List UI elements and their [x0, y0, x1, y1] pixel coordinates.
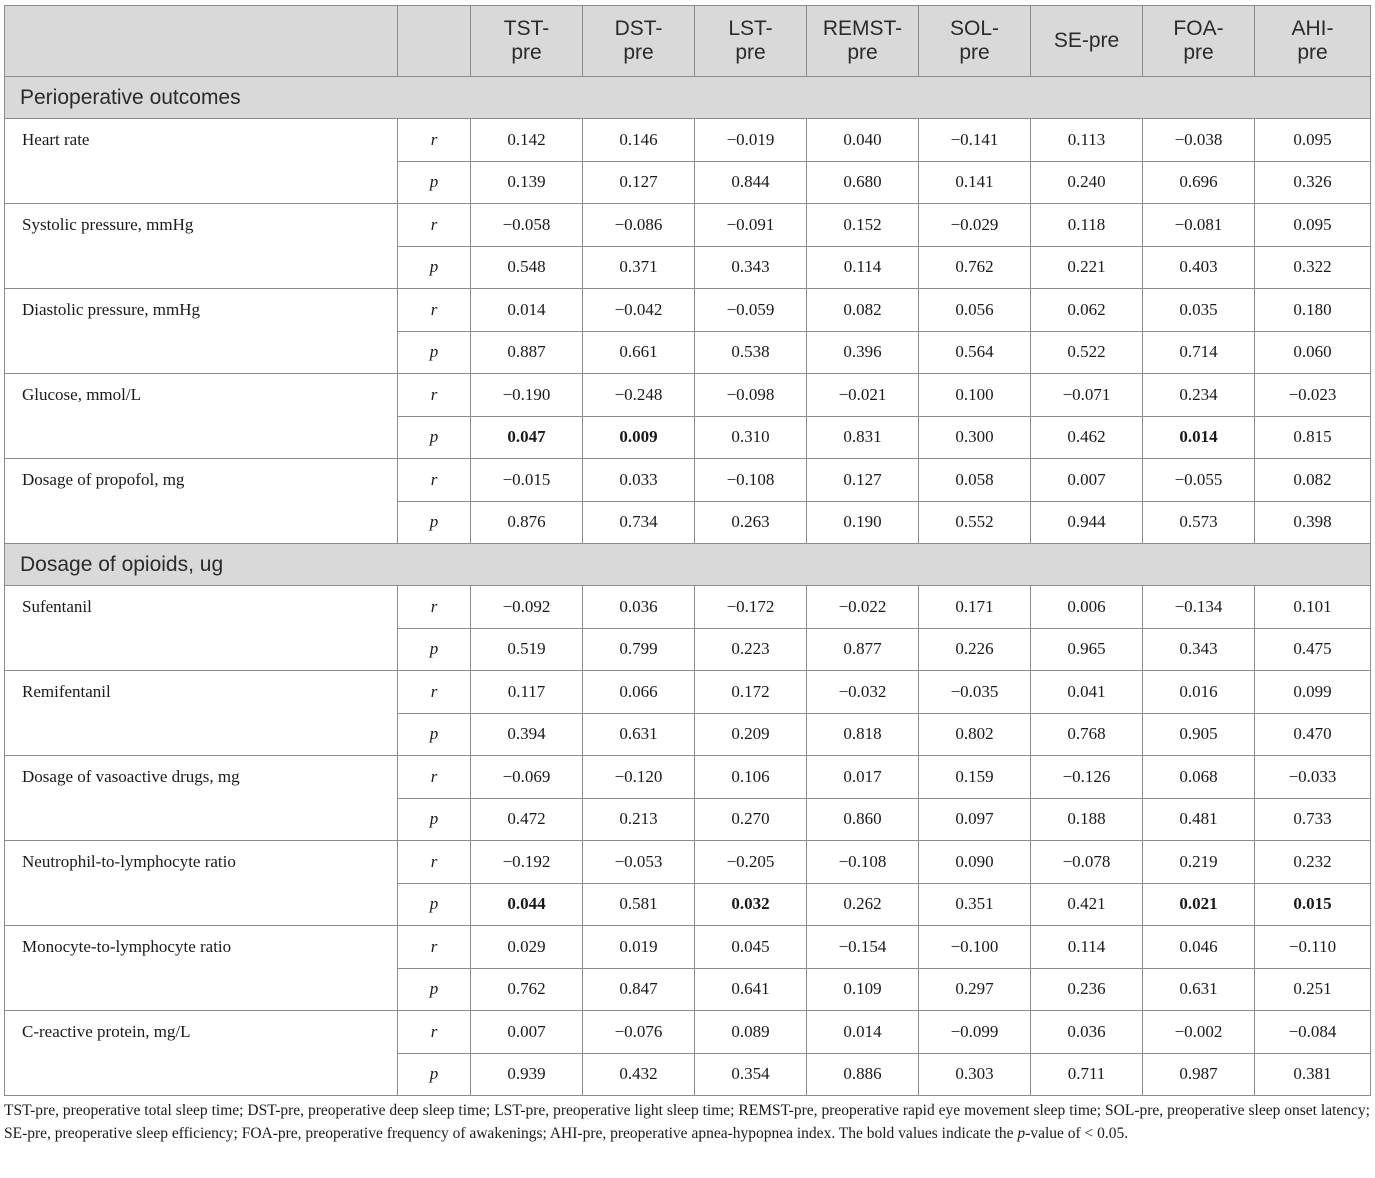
table-row: [5, 1011, 1371, 1054]
p-value-cell: 0.262: [807, 883, 919, 926]
r-value-cell: −0.084: [1255, 1011, 1371, 1054]
r-value-cell: −0.076: [583, 1011, 695, 1054]
p-value-cell: 0.263: [695, 501, 807, 544]
p-value-cell: 0.322: [1255, 246, 1371, 289]
row-label: Glucose, mmol/L: [5, 374, 398, 459]
r-value-cell: −0.022: [807, 586, 919, 629]
r-value-cell: 0.036: [1031, 1011, 1143, 1054]
p-value-cell: 0.548: [471, 246, 583, 289]
stat-label: p: [398, 798, 471, 841]
r-value-cell: 0.099: [1255, 671, 1371, 714]
r-value-cell: −0.055: [1143, 459, 1255, 502]
stat-label: p: [398, 416, 471, 459]
r-value-cell: 0.007: [1031, 459, 1143, 502]
table-footnote: [4, 1100, 1370, 1145]
r-value-cell: 0.006: [1031, 586, 1143, 629]
row-label: Neutrophil-to-lymphocyte ratio: [5, 841, 398, 926]
footnote-text: TST-pre, preoperative total sleep time; DST-pre, preoperative deep sleep time; LST-pre, preoperative light sleep time; REMST-pre, preoperative rapid eye movement sleep time; SOL-pre, preoperative sleep onset latency; SE-pre, preoperative sleep efficiency; FOA-pre, preoperative frequency of awakenings; AHI-pre, preoperative apnea-hypopnea index. The bold values indicate the: [4, 1102, 1370, 1142]
p-value-cell: 0.734: [583, 501, 695, 544]
p-value-cell: 0.032: [695, 883, 807, 926]
table-row: [5, 586, 1371, 629]
table-row: [5, 926, 1371, 969]
p-value-cell: 0.641: [695, 968, 807, 1011]
p-value-cell: 0.097: [919, 798, 1031, 841]
r-value-cell: −0.032: [807, 671, 919, 714]
p-value-cell: 0.236: [1031, 968, 1143, 1011]
r-value-cell: 0.033: [583, 459, 695, 502]
column-header: SOL- pre: [919, 6, 1031, 77]
p-value-cell: 0.831: [807, 416, 919, 459]
p-value-cell: 0.009: [583, 416, 695, 459]
stat-label: r: [398, 119, 471, 162]
r-value-cell: 0.101: [1255, 586, 1371, 629]
r-value-cell: −0.058: [471, 204, 583, 247]
row-label: Dosage of propofol, mg: [5, 459, 398, 544]
row-label: Systolic pressure, mmHg: [5, 204, 398, 289]
p-value-cell: 0.860: [807, 798, 919, 841]
p-value-cell: 0.987: [1143, 1053, 1255, 1096]
p-value-cell: 0.886: [807, 1053, 919, 1096]
stat-label: r: [398, 841, 471, 884]
r-value-cell: 0.082: [807, 289, 919, 332]
p-value-cell: 0.351: [919, 883, 1031, 926]
r-value-cell: −0.108: [807, 841, 919, 884]
p-value-cell: 0.310: [695, 416, 807, 459]
p-value-cell: 0.021: [1143, 883, 1255, 926]
p-value-cell: 0.240: [1031, 161, 1143, 204]
p-value-cell: 0.522: [1031, 331, 1143, 374]
r-value-cell: −0.099: [919, 1011, 1031, 1054]
correlation-table: [4, 5, 1371, 1096]
p-value-cell: 0.139: [471, 161, 583, 204]
r-value-cell: −0.134: [1143, 586, 1255, 629]
section-title: Dosage of opioids, ug: [5, 544, 1371, 586]
p-value-cell: 0.564: [919, 331, 1031, 374]
p-value-cell: 0.538: [695, 331, 807, 374]
p-value-cell: 0.696: [1143, 161, 1255, 204]
r-value-cell: −0.071: [1031, 374, 1143, 417]
r-value-cell: 0.232: [1255, 841, 1371, 884]
r-value-cell: −0.172: [695, 586, 807, 629]
r-value-cell: 0.146: [583, 119, 695, 162]
column-header: TST- pre: [471, 6, 583, 77]
r-value-cell: −0.192: [471, 841, 583, 884]
table-row: [5, 756, 1371, 799]
p-value-cell: 0.226: [919, 628, 1031, 671]
p-value-cell: 0.326: [1255, 161, 1371, 204]
r-value-cell: 0.007: [471, 1011, 583, 1054]
r-value-cell: 0.046: [1143, 926, 1255, 969]
row-label: Monocyte-to-lymphocyte ratio: [5, 926, 398, 1011]
r-value-cell: 0.056: [919, 289, 1031, 332]
row-label: Diastolic pressure, mmHg: [5, 289, 398, 374]
r-value-cell: 0.106: [695, 756, 807, 799]
r-value-cell: 0.118: [1031, 204, 1143, 247]
p-value-cell: 0.223: [695, 628, 807, 671]
p-value-cell: 0.343: [1143, 628, 1255, 671]
r-value-cell: 0.090: [919, 841, 1031, 884]
table-row: [5, 289, 1371, 332]
p-value-cell: 0.015: [1255, 883, 1371, 926]
r-value-cell: −0.021: [807, 374, 919, 417]
r-value-cell: −0.033: [1255, 756, 1371, 799]
section-header-row: [5, 77, 1371, 119]
p-value-cell: 0.762: [919, 246, 1031, 289]
section-title: Perioperative outcomes: [5, 77, 1371, 119]
r-value-cell: 0.014: [807, 1011, 919, 1054]
r-value-cell: −0.248: [583, 374, 695, 417]
stat-label: r: [398, 374, 471, 417]
r-value-cell: −0.038: [1143, 119, 1255, 162]
p-value-cell: 0.044: [471, 883, 583, 926]
p-value-cell: 0.481: [1143, 798, 1255, 841]
r-value-cell: 0.234: [1143, 374, 1255, 417]
p-value-cell: 0.680: [807, 161, 919, 204]
p-value-cell: 0.768: [1031, 713, 1143, 756]
p-value-cell: 0.421: [1031, 883, 1143, 926]
r-value-cell: −0.042: [583, 289, 695, 332]
column-header: LST- pre: [695, 6, 807, 77]
row-label: Dosage of vasoactive drugs, mg: [5, 756, 398, 841]
r-value-cell: 0.045: [695, 926, 807, 969]
p-value-cell: 0.127: [583, 161, 695, 204]
r-value-cell: 0.062: [1031, 289, 1143, 332]
table-row: [5, 204, 1371, 247]
r-value-cell: −0.035: [919, 671, 1031, 714]
r-value-cell: −0.100: [919, 926, 1031, 969]
p-value-cell: 0.475: [1255, 628, 1371, 671]
p-value-cell: 0.877: [807, 628, 919, 671]
column-header: REMST- pre: [807, 6, 919, 77]
footnote-tail: -value of < 0.05.: [1025, 1124, 1129, 1142]
r-value-cell: 0.035: [1143, 289, 1255, 332]
p-value-cell: 0.014: [1143, 416, 1255, 459]
r-value-cell: 0.172: [695, 671, 807, 714]
r-value-cell: −0.023: [1255, 374, 1371, 417]
p-value-cell: 0.403: [1143, 246, 1255, 289]
section-header-row: [5, 544, 1371, 586]
r-value-cell: 0.127: [807, 459, 919, 502]
p-value-cell: 0.470: [1255, 713, 1371, 756]
p-value-cell: 0.432: [583, 1053, 695, 1096]
r-value-cell: −0.190: [471, 374, 583, 417]
p-value-cell: 0.188: [1031, 798, 1143, 841]
r-value-cell: −0.059: [695, 289, 807, 332]
row-label: C-reactive protein, mg/L: [5, 1011, 398, 1096]
r-value-cell: 0.142: [471, 119, 583, 162]
p-value-cell: 0.887: [471, 331, 583, 374]
p-value-cell: 0.141: [919, 161, 1031, 204]
r-value-cell: 0.100: [919, 374, 1031, 417]
r-value-cell: 0.159: [919, 756, 1031, 799]
r-value-cell: −0.069: [471, 756, 583, 799]
table-body: [5, 77, 1371, 1096]
p-value-cell: 0.573: [1143, 501, 1255, 544]
table-row: [5, 459, 1371, 502]
r-value-cell: 0.114: [1031, 926, 1143, 969]
stat-label: r: [398, 289, 471, 332]
r-value-cell: −0.098: [695, 374, 807, 417]
p-value-cell: 0.394: [471, 713, 583, 756]
r-value-cell: 0.152: [807, 204, 919, 247]
stat-label: p: [398, 883, 471, 926]
p-value-cell: 0.060: [1255, 331, 1371, 374]
p-value-cell: 0.581: [583, 883, 695, 926]
p-value-cell: 0.552: [919, 501, 1031, 544]
stat-label: r: [398, 1011, 471, 1054]
r-value-cell: −0.120: [583, 756, 695, 799]
r-value-cell: 0.058: [919, 459, 1031, 502]
stat-label: r: [398, 459, 471, 502]
r-value-cell: −0.108: [695, 459, 807, 502]
p-value-cell: 0.815: [1255, 416, 1371, 459]
p-value-cell: 0.297: [919, 968, 1031, 1011]
p-value-cell: 0.396: [807, 331, 919, 374]
table-row: [5, 119, 1371, 162]
p-value-cell: 0.905: [1143, 713, 1255, 756]
r-value-cell: −0.015: [471, 459, 583, 502]
p-value-cell: 0.472: [471, 798, 583, 841]
p-value-cell: 0.371: [583, 246, 695, 289]
p-value-cell: 0.303: [919, 1053, 1031, 1096]
column-header: FOA- pre: [1143, 6, 1255, 77]
r-value-cell: 0.036: [583, 586, 695, 629]
stat-label: r: [398, 926, 471, 969]
stat-label: p: [398, 161, 471, 204]
p-value-cell: 0.251: [1255, 968, 1371, 1011]
r-value-cell: −0.205: [695, 841, 807, 884]
r-value-cell: 0.029: [471, 926, 583, 969]
column-header: SE-pre: [1031, 6, 1143, 77]
r-value-cell: −0.078: [1031, 841, 1143, 884]
row-label: Heart rate: [5, 119, 398, 204]
p-value-cell: 0.944: [1031, 501, 1143, 544]
r-value-cell: 0.017: [807, 756, 919, 799]
stat-label: p: [398, 246, 471, 289]
header-empty-cell: [5, 6, 398, 77]
p-value-cell: 0.714: [1143, 331, 1255, 374]
p-value-cell: 0.762: [471, 968, 583, 1011]
p-value-cell: 0.876: [471, 501, 583, 544]
p-value-cell: 0.300: [919, 416, 1031, 459]
footnote-italic-p: p: [1017, 1124, 1026, 1142]
row-label: Sufentanil: [5, 586, 398, 671]
column-header: DST- pre: [583, 6, 695, 77]
r-value-cell: −0.126: [1031, 756, 1143, 799]
p-value-cell: 0.270: [695, 798, 807, 841]
table-header-row: [5, 6, 1371, 77]
p-value-cell: 0.209: [695, 713, 807, 756]
column-header: AHI- pre: [1255, 6, 1371, 77]
r-value-cell: 0.040: [807, 119, 919, 162]
r-value-cell: −0.086: [583, 204, 695, 247]
r-value-cell: 0.095: [1255, 119, 1371, 162]
p-value-cell: 0.381: [1255, 1053, 1371, 1096]
p-value-cell: 0.631: [1143, 968, 1255, 1011]
r-value-cell: −0.092: [471, 586, 583, 629]
p-value-cell: 0.844: [695, 161, 807, 204]
p-value-cell: 0.221: [1031, 246, 1143, 289]
r-value-cell: 0.180: [1255, 289, 1371, 332]
r-value-cell: 0.016: [1143, 671, 1255, 714]
row-label: Remifentanil: [5, 671, 398, 756]
p-value-cell: 0.047: [471, 416, 583, 459]
r-value-cell: 0.014: [471, 289, 583, 332]
r-value-cell: 0.095: [1255, 204, 1371, 247]
p-value-cell: 0.343: [695, 246, 807, 289]
r-value-cell: 0.066: [583, 671, 695, 714]
table-row: [5, 671, 1371, 714]
r-value-cell: −0.110: [1255, 926, 1371, 969]
r-value-cell: −0.029: [919, 204, 1031, 247]
r-value-cell: −0.002: [1143, 1011, 1255, 1054]
p-value-cell: 0.519: [471, 628, 583, 671]
r-value-cell: 0.089: [695, 1011, 807, 1054]
r-value-cell: 0.019: [583, 926, 695, 969]
p-value-cell: 0.354: [695, 1053, 807, 1096]
p-value-cell: 0.462: [1031, 416, 1143, 459]
stat-label: r: [398, 586, 471, 629]
header-empty-cell: [398, 6, 471, 77]
p-value-cell: 0.818: [807, 713, 919, 756]
stat-label: p: [398, 331, 471, 374]
p-value-cell: 0.661: [583, 331, 695, 374]
r-value-cell: 0.082: [1255, 459, 1371, 502]
r-value-cell: 0.068: [1143, 756, 1255, 799]
stat-label: p: [398, 713, 471, 756]
r-value-cell: −0.053: [583, 841, 695, 884]
stat-label: r: [398, 671, 471, 714]
r-value-cell: −0.019: [695, 119, 807, 162]
r-value-cell: 0.171: [919, 586, 1031, 629]
table-row: [5, 374, 1371, 417]
r-value-cell: 0.041: [1031, 671, 1143, 714]
p-value-cell: 0.213: [583, 798, 695, 841]
r-value-cell: 0.219: [1143, 841, 1255, 884]
p-value-cell: 0.711: [1031, 1053, 1143, 1096]
p-value-cell: 0.965: [1031, 628, 1143, 671]
r-value-cell: −0.091: [695, 204, 807, 247]
table-row: [5, 841, 1371, 884]
p-value-cell: 0.802: [919, 713, 1031, 756]
stat-label: r: [398, 204, 471, 247]
r-value-cell: −0.141: [919, 119, 1031, 162]
r-value-cell: −0.081: [1143, 204, 1255, 247]
r-value-cell: −0.154: [807, 926, 919, 969]
r-value-cell: 0.113: [1031, 119, 1143, 162]
stat-label: p: [398, 968, 471, 1011]
stat-label: r: [398, 756, 471, 799]
p-value-cell: 0.398: [1255, 501, 1371, 544]
p-value-cell: 0.109: [807, 968, 919, 1011]
stat-label: p: [398, 501, 471, 544]
p-value-cell: 0.799: [583, 628, 695, 671]
p-value-cell: 0.190: [807, 501, 919, 544]
p-value-cell: 0.631: [583, 713, 695, 756]
stat-label: p: [398, 628, 471, 671]
p-value-cell: 0.847: [583, 968, 695, 1011]
r-value-cell: 0.117: [471, 671, 583, 714]
p-value-cell: 0.114: [807, 246, 919, 289]
p-value-cell: 0.733: [1255, 798, 1371, 841]
stat-label: p: [398, 1053, 471, 1096]
p-value-cell: 0.939: [471, 1053, 583, 1096]
